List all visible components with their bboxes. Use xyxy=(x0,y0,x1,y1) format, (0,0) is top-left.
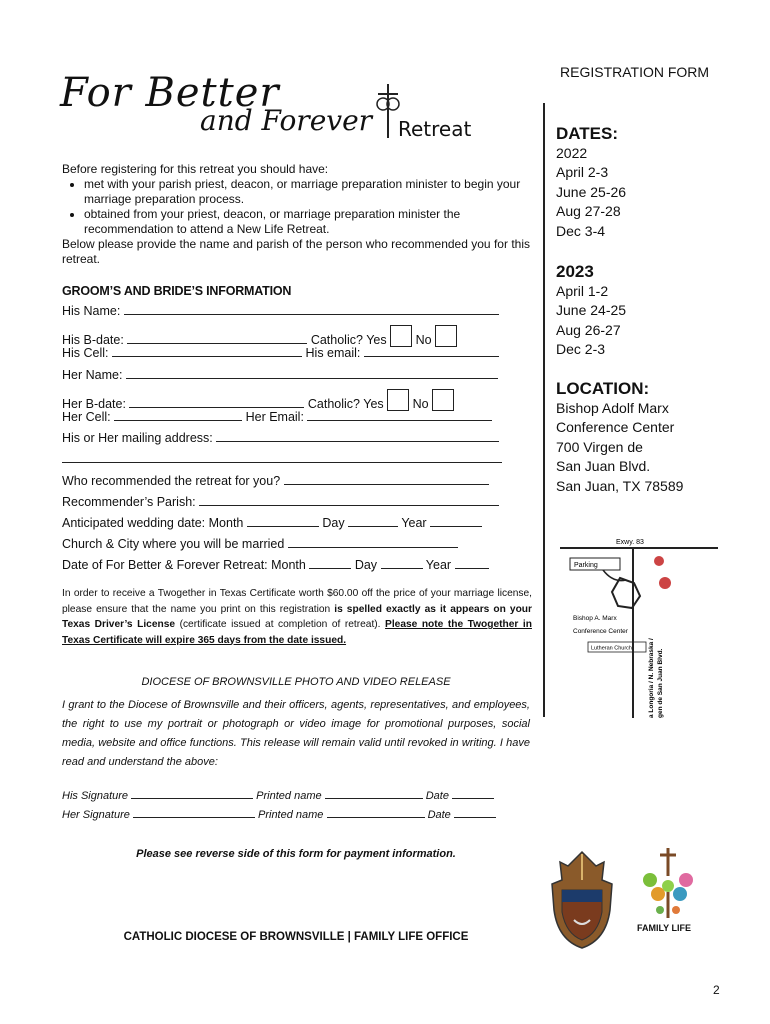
date-item: Aug 27-28 xyxy=(556,203,621,219)
church-city-label: Church & City where you will be married xyxy=(62,537,285,552)
family-life-logo-icon xyxy=(636,846,702,932)
her-name-row xyxy=(62,368,542,389)
parish-label: Recommender’s Parish: xyxy=(62,494,196,509)
payment-note: Please see reverse side of this form for payment information. xyxy=(136,848,456,860)
his-bdate-field[interactable] xyxy=(127,333,307,344)
recommended-label: Who recommended the retreat for you? xyxy=(62,473,281,488)
wedding-date-row xyxy=(62,516,542,537)
church-label: Lutheran Church xyxy=(591,645,632,652)
highway-label: Exwy. 83 xyxy=(616,539,644,546)
parish-row xyxy=(62,495,542,516)
mailing-field-2[interactable] xyxy=(62,452,502,463)
intro-bullet: • met with your parish priest, deacon, or marriage preparation minister to begin your marriage preparation process. xyxy=(84,177,530,207)
printed-name-label: Printed name xyxy=(258,809,324,821)
building-shape xyxy=(612,578,640,608)
release-heading: DIOCESE OF BROWNSVILLE PHOTO AND VIDEO RELEASE xyxy=(141,676,451,688)
location-line: San Juan Blvd. xyxy=(556,458,651,474)
location-line: Bishop Adolf Marx xyxy=(556,399,669,416)
her-name-label: Her Name: xyxy=(62,367,123,382)
retreat-year-field[interactable] xyxy=(455,558,489,569)
intro-bullet: • obtained from your priest, deacon, or marriage preparation minister the recommendation to attend a New Life Retreat. xyxy=(84,207,530,237)
retreat-day-field[interactable] xyxy=(381,558,423,569)
his-date-field[interactable] xyxy=(452,788,494,799)
his-cell-field[interactable] xyxy=(112,346,302,357)
his-catholic-no-checkbox[interactable] xyxy=(435,325,457,347)
title-line-1: For Better xyxy=(60,70,280,116)
date-item: Dec 2-3 xyxy=(556,341,606,357)
retreat-date-label: Date of For Better & Forever Retreat: Month xyxy=(62,558,306,573)
her-signature-label: Her Signature xyxy=(62,809,130,821)
mailing-field[interactable] xyxy=(216,431,499,442)
his-printed-name-field[interactable] xyxy=(325,788,423,799)
dates-heading: DATES: xyxy=(556,124,619,143)
page-number: 2 xyxy=(713,983,720,997)
his-signature-row xyxy=(62,788,494,802)
her-cell-row xyxy=(62,410,542,431)
retreat-date-row xyxy=(62,558,542,579)
year-label: Year xyxy=(425,558,452,573)
her-email-field[interactable] xyxy=(307,410,492,421)
footer: CATHOLIC DIOCESE OF BROWNSVILLE | FAMILY LIFE OFFICE xyxy=(123,931,469,943)
date-item: April 1-2 xyxy=(556,282,609,299)
year-2022: 2022 xyxy=(556,144,588,161)
twogether-text-3: (certificate issued at completion of retreat). xyxy=(179,619,381,630)
date-label: Date xyxy=(425,790,449,802)
twogether-text-4: Please note the Twogether in Texas Certificate will expire 365 days from the date issued. xyxy=(62,619,532,646)
center-label-1: Bishop A. Marx xyxy=(573,615,617,622)
recommended-row xyxy=(62,474,542,495)
intro-closing: Below please provide the name and parish of the person who recommended you for this retreat. xyxy=(62,237,530,266)
location-heading: LOCATION: xyxy=(556,379,650,398)
her-cell-field[interactable] xyxy=(114,410,242,421)
diocese-crest-icon xyxy=(546,850,618,950)
street-label-2: gen de San Juan Blvd. xyxy=(657,648,664,718)
catholic-label: Catholic? xyxy=(307,396,361,411)
retreat-month-field[interactable] xyxy=(309,558,351,569)
location-line: San Juan, TX 78589 xyxy=(556,477,684,494)
year-2023: 2023 xyxy=(556,262,594,281)
twogether-note xyxy=(62,586,532,648)
his-catholic-yes-checkbox[interactable] xyxy=(390,325,412,347)
dates-block xyxy=(556,124,626,241)
his-cell-label: His Cell: xyxy=(62,346,109,361)
date-item: Dec 3-4 xyxy=(556,222,606,239)
marker-icon xyxy=(659,577,671,589)
her-printed-name-field[interactable] xyxy=(327,807,425,818)
twogether-text-2: is spelled exactly as it appears on your Texas Driver’s License xyxy=(62,603,532,630)
no-label: No xyxy=(412,396,429,411)
her-cell-label: Her Cell: xyxy=(62,409,111,424)
day-label: Day xyxy=(322,515,345,530)
parking-label: Parking xyxy=(574,562,598,569)
location-line: 700 Virgen de xyxy=(556,438,643,455)
yes-label: Yes xyxy=(363,396,384,411)
wedding-day-field[interactable] xyxy=(348,516,398,527)
her-bdate-row xyxy=(62,389,542,410)
her-signature-field[interactable] xyxy=(133,807,255,818)
release-text: I grant to the Diocese of Brownsville and their officers, agents, representatives, and employees, the right to use my portrait or photograph or video image for promotional purposes, social media, website and office functions. This release will remain valid until revoked in writing. I have read and understand the above: xyxy=(62,699,530,768)
parish-field[interactable] xyxy=(199,495,499,506)
mailing-row xyxy=(62,431,542,452)
her-name-field[interactable] xyxy=(126,368,498,379)
center-label-2: Conference Center xyxy=(573,628,628,635)
twogether-text-1: In order to receive a Twogether in Texas Certificate worth $60.00 off the price of your marriage license, please ensure that the name you print on this registration xyxy=(62,588,532,615)
date-item: June 24-25 xyxy=(556,302,627,318)
intro xyxy=(62,162,530,267)
date-item: Aug 26-27 xyxy=(556,321,621,338)
yes-label: Yes xyxy=(366,333,387,348)
her-bdate-field[interactable] xyxy=(129,397,304,408)
day-label: Day xyxy=(354,558,378,573)
location-map xyxy=(558,528,718,718)
no-label: No xyxy=(415,333,432,348)
location-line: Conference Center xyxy=(556,419,675,435)
location-block xyxy=(556,379,683,496)
his-name-row xyxy=(62,304,542,325)
his-name-field[interactable] xyxy=(124,304,499,315)
mailing-label: His or Her mailing address: xyxy=(62,431,213,446)
his-email-label: His email: xyxy=(305,346,361,361)
her-catholic-no-checkbox[interactable] xyxy=(432,389,454,411)
his-cell-row xyxy=(62,346,542,367)
his-email-field[interactable] xyxy=(364,346,499,357)
year-label: Year xyxy=(401,515,427,530)
wedding-year-field[interactable] xyxy=(430,516,482,527)
title-retreat: Retreat xyxy=(398,117,472,141)
church-city-field[interactable] xyxy=(288,537,458,548)
catholic-label: Catholic? xyxy=(310,333,363,348)
dates-2023-block xyxy=(556,262,626,360)
wedding-date-label: Anticipated wedding date: Month xyxy=(62,515,244,530)
her-email-label: Her Email: xyxy=(245,409,304,424)
her-signature-row xyxy=(62,807,496,821)
family-life-label: FAMILY LIFE xyxy=(637,923,692,933)
date-item: April 2-3 xyxy=(556,164,609,180)
registration-fields xyxy=(62,304,542,579)
registration-form-label: REGISTRATION FORM xyxy=(560,64,710,80)
mailing-row-2 xyxy=(62,452,542,473)
his-signature-label: His Signature xyxy=(62,790,129,802)
marker-icon xyxy=(654,556,664,566)
his-bdate-row xyxy=(62,325,542,346)
his-name-label: His Name: xyxy=(62,304,121,318)
recommended-field[interactable] xyxy=(284,474,489,485)
his-bdate-label: His B-date: xyxy=(62,333,124,348)
church-city-row xyxy=(62,537,542,558)
street-label-1: a Longoria / N. Nebraska / xyxy=(648,638,655,718)
intro-lead: Before registering for this retreat you should have: xyxy=(62,162,329,176)
title-line-2: and Forever xyxy=(200,104,373,137)
wedding-month-field[interactable] xyxy=(247,516,319,527)
date-item: June 25-26 xyxy=(556,183,627,200)
printed-name-label: Printed name xyxy=(256,790,322,802)
date-label: Date xyxy=(427,809,451,821)
her-catholic-yes-checkbox[interactable] xyxy=(387,389,409,411)
his-signature-field[interactable] xyxy=(131,788,253,799)
section-title: GROOM’S AND BRIDE’S INFORMATION xyxy=(62,284,292,298)
her-bdate-label: Her B-date: xyxy=(62,396,126,411)
divider xyxy=(543,103,545,717)
her-date-field[interactable] xyxy=(454,807,496,818)
